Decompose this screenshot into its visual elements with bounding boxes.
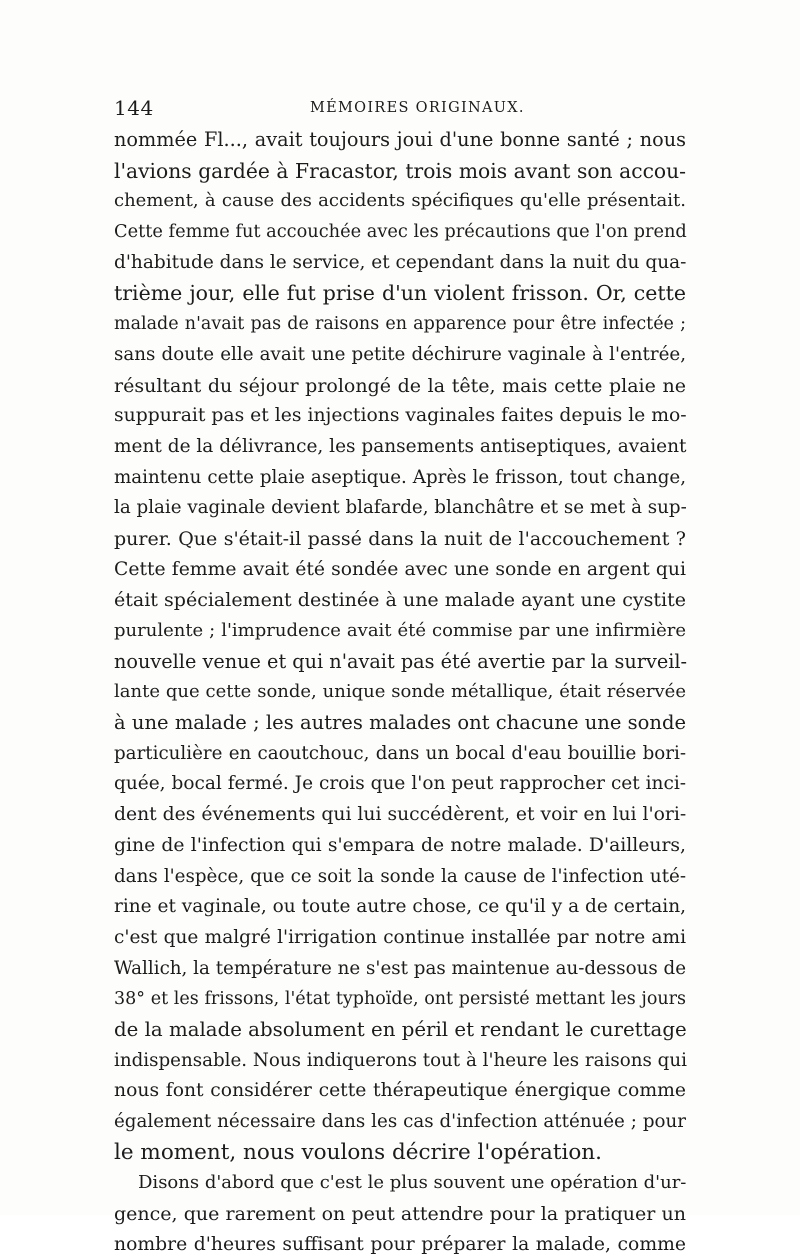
text-line: purer. Que s'était-il passé dans la nuit de l'accouchement ? xyxy=(114,527,686,550)
paragraph-end-line: le moment, nous voulons décrire l'opération. xyxy=(114,1139,602,1165)
text-line: nouvelle venue et qui n'avait pas été avertie par la surveil- xyxy=(114,649,688,673)
body-text xyxy=(114,125,686,1260)
text-line: la plaie vaginale devient blafarde, blanchâtre et se met à sup- xyxy=(114,497,687,519)
text-line: d'habitude dans le service, et cependant dans la nuit du qua- xyxy=(114,251,687,273)
text-line: était spécialement destinée à une malade ayant une cystite xyxy=(114,589,686,612)
text-line: à une malade ; les autres malades ont chacune une sonde xyxy=(114,711,686,735)
text-line: résultant du séjour prolongé de la tête, mais cette plaie ne xyxy=(114,374,686,397)
text-line: rine et vaginale, ou toute autre chose, ce qu'il y a de certain, xyxy=(114,896,686,918)
text-line: suppurait pas et les injections vaginales faites depuis le mo- xyxy=(114,405,687,427)
text-line: dent des événements qui lui succédèrent, et voir en lui l'ori- xyxy=(114,804,687,826)
text-line: ment de la délivrance, les pansements antiseptiques, avaient xyxy=(114,435,687,457)
text-line: maintenu cette plaie aseptique. Après le frisson, tout change, xyxy=(114,466,686,488)
text-line: particulière en caoutchouc, dans un bocal d'eau bouillie bori- xyxy=(114,742,686,764)
text-line: nombre d'heures suffisant pour préparer la malade, comme xyxy=(114,1233,686,1255)
text-line: également nécessaire dans les cas d'infection atténuée ; pour xyxy=(114,1111,686,1132)
text-line: trième jour, elle fut prise d'un violent frisson. Or, cette xyxy=(114,281,686,306)
text-line: Wallich, la température ne s'est pas maintenue au-dessous de xyxy=(114,957,686,979)
running-head xyxy=(114,96,686,124)
text-line: l'avions gardée à Fracastor, trois mois avant son accou- xyxy=(114,158,686,183)
text-line: purulente ; l'imprudence avait été commise par une infirmière xyxy=(114,620,686,641)
text-line: Cette femme fut accouchée avec les précautions que l'on prend xyxy=(114,222,687,243)
text-line: lante que cette sonde, unique sonde métallique, était réservée xyxy=(114,681,686,703)
running-title: MÉMOIRES ORIGINAUX. xyxy=(310,100,525,116)
text-line: gine de l'infection qui s'empara de notre malade. D'ailleurs, xyxy=(114,834,686,856)
text-line: nous font considérer cette thérapeutique énergique comme xyxy=(114,1080,686,1102)
text-line: chement, à cause des accidents spécifiques qu'elle présentait. xyxy=(114,190,686,212)
text-line: sans doute elle avait une petite déchirure vaginale à l'entrée, xyxy=(114,343,686,365)
text-line: quée, bocal fermé. Je crois que l'on peut rapprocher cet inci- xyxy=(114,773,686,795)
page-number: 144 xyxy=(114,96,154,120)
text-line: gence, que rarement on peut attendre pour la pratiquer un xyxy=(114,1203,686,1226)
text-line: Cette femme avait été sondée avec une sonde en argent qui xyxy=(114,558,686,580)
paragraph-start-line: Disons d'abord que c'est le plus souvent une opération d'ur- xyxy=(138,1172,687,1194)
text-line: indispensable. Nous indiquerons tout à l'heure les raisons qui xyxy=(114,1049,687,1071)
text-line: dans l'espèce, que ce soit la sonde la cause de l'infection uté- xyxy=(114,865,686,887)
text-line: malade n'avait pas de raisons en apparence pour être infectée ; xyxy=(114,314,686,335)
text-line: 38° et les frissons, l'état typhoïde, ont persisté mettant les jours xyxy=(114,989,686,1010)
text-line: c'est que malgré l'irrigation continue installée par notre ami xyxy=(114,926,686,948)
text-line: de la malade absolument en péril et rendant le curettage xyxy=(114,1017,687,1041)
text-line: nommée Fl..., avait toujours joui d'une bonne santé ; nous xyxy=(114,128,686,151)
